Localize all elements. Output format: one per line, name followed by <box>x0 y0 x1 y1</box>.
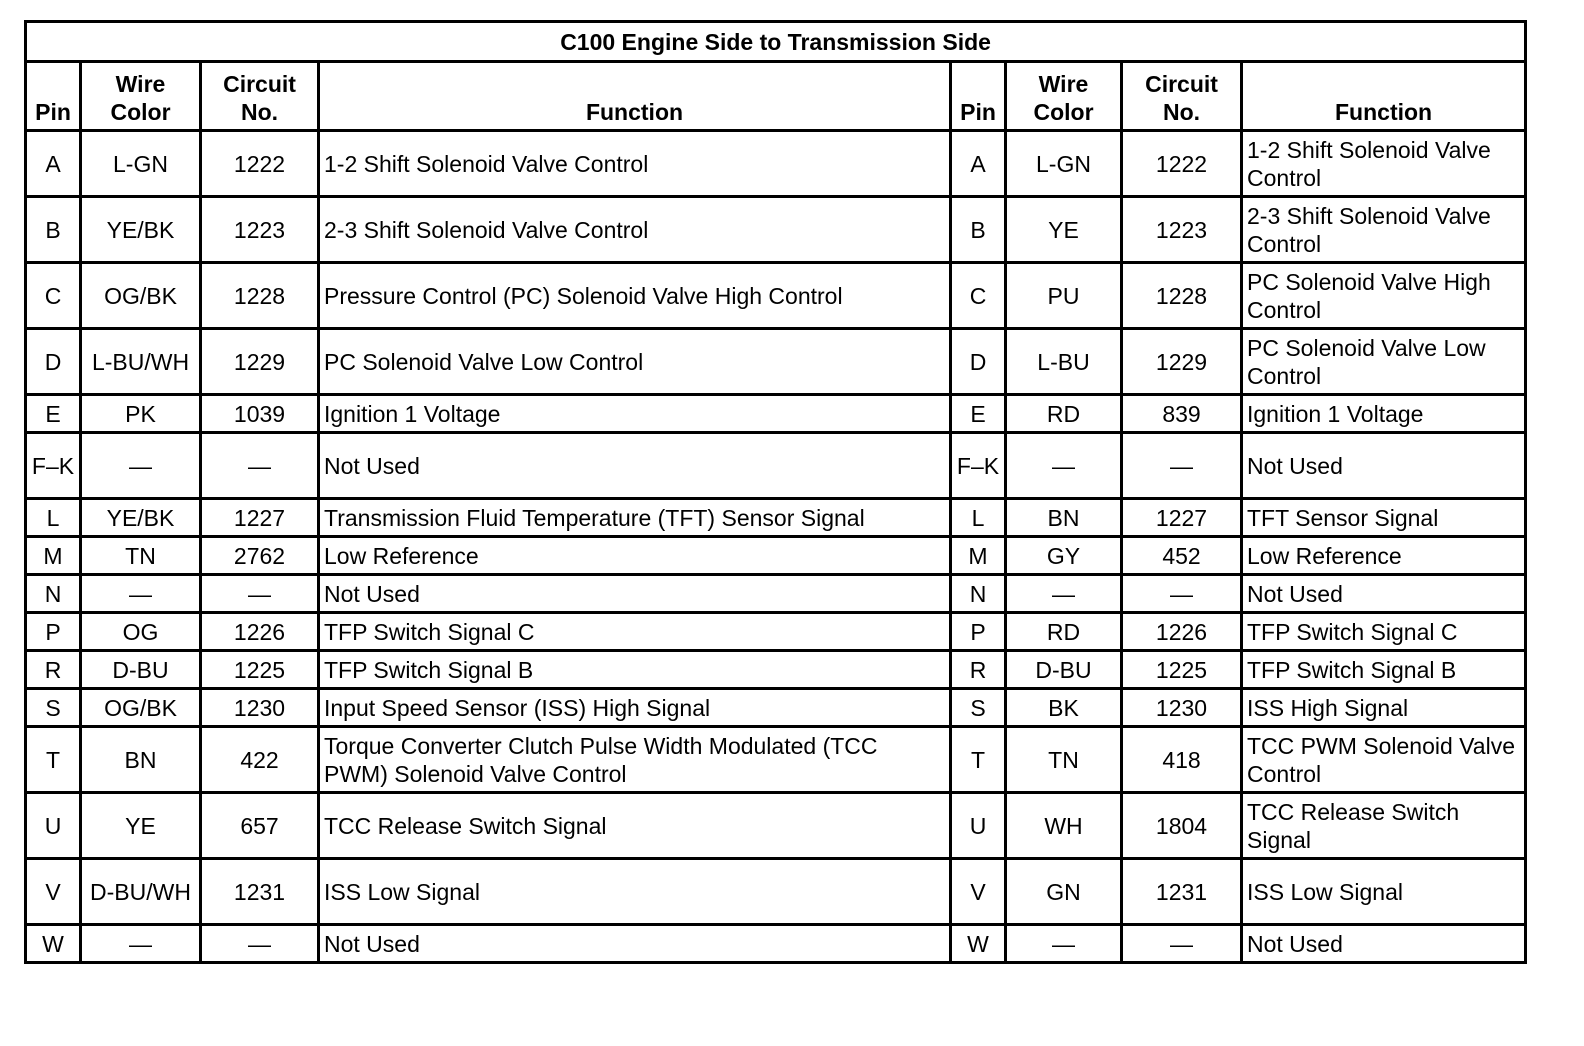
transmission-circuit-cell: — <box>1122 925 1242 963</box>
engine-pin-cell: D <box>26 329 81 395</box>
engine-function-cell: Not Used <box>319 925 951 963</box>
transmission-function-cell: 2-3 Shift Solenoid Valve Control <box>1242 197 1526 263</box>
transmission-function-cell: Low Reference <box>1242 537 1526 575</box>
transmission-function-cell: 1-2 Shift Solenoid Valve Control <box>1242 131 1526 197</box>
engine-wire-color-cell: D-BU <box>81 651 201 689</box>
transmission-circuit-cell: 1225 <box>1122 651 1242 689</box>
transmission-wire-color-cell: RD <box>1006 395 1122 433</box>
engine-function-cell: TFP Switch Signal B <box>319 651 951 689</box>
engine-function-cell: TCC Release Switch Signal <box>319 793 951 859</box>
engine-function-cell: TFP Switch Signal C <box>319 613 951 651</box>
transmission-pin-cell: M <box>951 537 1006 575</box>
transmission-wire-color-cell: YE <box>1006 197 1122 263</box>
transmission-pin-cell: F–K <box>951 433 1006 499</box>
engine-pin-cell: M <box>26 537 81 575</box>
table-row <box>26 263 1526 329</box>
engine-pin-cell: W <box>26 925 81 963</box>
engine-circuit-cell: 422 <box>201 727 319 793</box>
table-row <box>26 651 1526 689</box>
transmission-circuit-cell: — <box>1122 433 1242 499</box>
transmission-circuit-cell: 1228 <box>1122 263 1242 329</box>
engine-function-cell: Low Reference <box>319 537 951 575</box>
transmission-circuit-cell: 1223 <box>1122 197 1242 263</box>
engine-circuit-cell: 1223 <box>201 197 319 263</box>
engine-circuit-cell: 1229 <box>201 329 319 395</box>
transmission-function-cell: TFP Switch Signal B <box>1242 651 1526 689</box>
header-row <box>26 62 1526 131</box>
transmission-function-cell: Not Used <box>1242 433 1526 499</box>
transmission-function-cell: TFT Sensor Signal <box>1242 499 1526 537</box>
transmission-function-cell: PC Solenoid Valve Low Control <box>1242 329 1526 395</box>
engine-circuit-cell: 1227 <box>201 499 319 537</box>
header-function: Function <box>319 62 951 131</box>
table-row <box>26 131 1526 197</box>
engine-circuit-cell: 1039 <box>201 395 319 433</box>
transmission-wire-color-cell: — <box>1006 433 1122 499</box>
transmission-function-cell: Ignition 1 Voltage <box>1242 395 1526 433</box>
engine-circuit-cell: — <box>201 925 319 963</box>
transmission-circuit-cell: 418 <box>1122 727 1242 793</box>
engine-function-cell: Not Used <box>319 433 951 499</box>
transmission-pin-cell: R <box>951 651 1006 689</box>
engine-function-cell: PC Solenoid Valve Low Control <box>319 329 951 395</box>
transmission-pin-cell: C <box>951 263 1006 329</box>
engine-pin-cell: V <box>26 859 81 925</box>
engine-pin-cell: N <box>26 575 81 613</box>
transmission-function-cell: ISS High Signal <box>1242 689 1526 727</box>
engine-function-cell: Input Speed Sensor (ISS) High Signal <box>319 689 951 727</box>
transmission-function-cell: ISS Low Signal <box>1242 859 1526 925</box>
engine-circuit-cell: 1228 <box>201 263 319 329</box>
transmission-wire-color-cell: — <box>1006 925 1122 963</box>
transmission-function-cell: TFP Switch Signal C <box>1242 613 1526 651</box>
table-row <box>26 689 1526 727</box>
transmission-circuit-cell: 839 <box>1122 395 1242 433</box>
transmission-circuit-cell: 452 <box>1122 537 1242 575</box>
transmission-pin-cell: A <box>951 131 1006 197</box>
table-row <box>26 197 1526 263</box>
engine-wire-color-cell: — <box>81 925 201 963</box>
transmission-circuit-cell: 1227 <box>1122 499 1242 537</box>
engine-wire-color-cell: BN <box>81 727 201 793</box>
engine-circuit-cell: 1230 <box>201 689 319 727</box>
transmission-pin-cell: L <box>951 499 1006 537</box>
engine-pin-cell: E <box>26 395 81 433</box>
table-row <box>26 537 1526 575</box>
transmission-pin-cell: W <box>951 925 1006 963</box>
engine-wire-color-cell: TN <box>81 537 201 575</box>
pin-rows <box>26 131 1526 963</box>
transmission-wire-color-cell: L-BU <box>1006 329 1122 395</box>
table-row <box>26 433 1526 499</box>
table-row <box>26 793 1526 859</box>
engine-wire-color-cell: L-GN <box>81 131 201 197</box>
transmission-wire-color-cell: RD <box>1006 613 1122 651</box>
engine-pin-cell: B <box>26 197 81 263</box>
transmission-pin-cell: S <box>951 689 1006 727</box>
table-row <box>26 575 1526 613</box>
engine-pin-cell: U <box>26 793 81 859</box>
transmission-pin-cell: E <box>951 395 1006 433</box>
engine-wire-color-cell: OG/BK <box>81 689 201 727</box>
engine-circuit-cell: 2762 <box>201 537 319 575</box>
table-title: C100 Engine Side to Transmission Side <box>26 22 1526 62</box>
transmission-pin-cell: V <box>951 859 1006 925</box>
engine-pin-cell: A <box>26 131 81 197</box>
engine-wire-color-cell: L-BU/WH <box>81 329 201 395</box>
transmission-circuit-cell: — <box>1122 575 1242 613</box>
engine-wire-color-cell: YE <box>81 793 201 859</box>
header-wire-color: Wire Color <box>81 62 201 131</box>
engine-function-cell: Torque Converter Clutch Pulse Width Modulated (TCC PWM) Solenoid Valve Control <box>319 727 951 793</box>
engine-function-cell: Ignition 1 Voltage <box>319 395 951 433</box>
transmission-circuit-cell: 1231 <box>1122 859 1242 925</box>
transmission-pin-cell: T <box>951 727 1006 793</box>
engine-wire-color-cell: PK <box>81 395 201 433</box>
transmission-wire-color-cell: — <box>1006 575 1122 613</box>
engine-wire-color-cell: — <box>81 575 201 613</box>
engine-pin-cell: P <box>26 613 81 651</box>
transmission-wire-color-cell: BN <box>1006 499 1122 537</box>
transmission-wire-color-cell: D-BU <box>1006 651 1122 689</box>
engine-pin-cell: L <box>26 499 81 537</box>
transmission-wire-color-cell: WH <box>1006 793 1122 859</box>
transmission-circuit-cell: 1804 <box>1122 793 1242 859</box>
header-wire-color-transmission: Wire Color <box>1006 62 1122 131</box>
engine-function-cell: 2-3 Shift Solenoid Valve Control <box>319 197 951 263</box>
engine-circuit-cell: — <box>201 575 319 613</box>
transmission-pin-cell: B <box>951 197 1006 263</box>
table-row <box>26 727 1526 793</box>
engine-wire-color-cell: D-BU/WH <box>81 859 201 925</box>
transmission-function-cell: TCC PWM Solenoid Valve Control <box>1242 727 1526 793</box>
engine-pin-cell: F–K <box>26 433 81 499</box>
engine-circuit-cell: 1222 <box>201 131 319 197</box>
transmission-pin-cell: U <box>951 793 1006 859</box>
table-row <box>26 329 1526 395</box>
transmission-function-cell: TCC Release Switch Signal <box>1242 793 1526 859</box>
transmission-function-cell: PC Solenoid Valve High Control <box>1242 263 1526 329</box>
engine-circuit-cell: 1226 <box>201 613 319 651</box>
engine-function-cell: 1-2 Shift Solenoid Valve Control <box>319 131 951 197</box>
engine-pin-cell: R <box>26 651 81 689</box>
transmission-wire-color-cell: BK <box>1006 689 1122 727</box>
header-pin: Pin <box>26 62 81 131</box>
transmission-pin-cell: P <box>951 613 1006 651</box>
engine-wire-color-cell: — <box>81 433 201 499</box>
engine-function-cell: Transmission Fluid Temperature (TFT) Sensor Signal <box>319 499 951 537</box>
engine-pin-cell: T <box>26 727 81 793</box>
engine-wire-color-cell: YE/BK <box>81 197 201 263</box>
transmission-wire-color-cell: PU <box>1006 263 1122 329</box>
header-function-transmission: Function <box>1242 62 1526 131</box>
engine-pin-cell: C <box>26 263 81 329</box>
engine-wire-color-cell: YE/BK <box>81 499 201 537</box>
header-pin-transmission: Pin <box>951 62 1006 131</box>
table-row <box>26 859 1526 925</box>
transmission-circuit-cell: 1222 <box>1122 131 1242 197</box>
header-circuit-no-transmission: Circuit No. <box>1122 62 1242 131</box>
transmission-wire-color-cell: GY <box>1006 537 1122 575</box>
transmission-pin-cell: D <box>951 329 1006 395</box>
transmission-circuit-cell: 1229 <box>1122 329 1242 395</box>
engine-function-cell: Not Used <box>319 575 951 613</box>
connector-pinout-table <box>24 20 1527 964</box>
header-circuit-no: Circuit No. <box>201 62 319 131</box>
engine-circuit-cell: 1231 <box>201 859 319 925</box>
transmission-circuit-cell: 1226 <box>1122 613 1242 651</box>
transmission-pin-cell: N <box>951 575 1006 613</box>
engine-wire-color-cell: OG <box>81 613 201 651</box>
transmission-circuit-cell: 1230 <box>1122 689 1242 727</box>
engine-function-cell: ISS Low Signal <box>319 859 951 925</box>
engine-function-cell: Pressure Control (PC) Solenoid Valve High Control <box>319 263 951 329</box>
transmission-function-cell: Not Used <box>1242 575 1526 613</box>
transmission-wire-color-cell: L-GN <box>1006 131 1122 197</box>
engine-pin-cell: S <box>26 689 81 727</box>
table-row <box>26 925 1526 963</box>
transmission-wire-color-cell: GN <box>1006 859 1122 925</box>
transmission-function-cell: Not Used <box>1242 925 1526 963</box>
transmission-wire-color-cell: TN <box>1006 727 1122 793</box>
engine-circuit-cell: 657 <box>201 793 319 859</box>
table-row <box>26 499 1526 537</box>
engine-circuit-cell: — <box>201 433 319 499</box>
engine-circuit-cell: 1225 <box>201 651 319 689</box>
table-row <box>26 395 1526 433</box>
table-row <box>26 613 1526 651</box>
engine-wire-color-cell: OG/BK <box>81 263 201 329</box>
